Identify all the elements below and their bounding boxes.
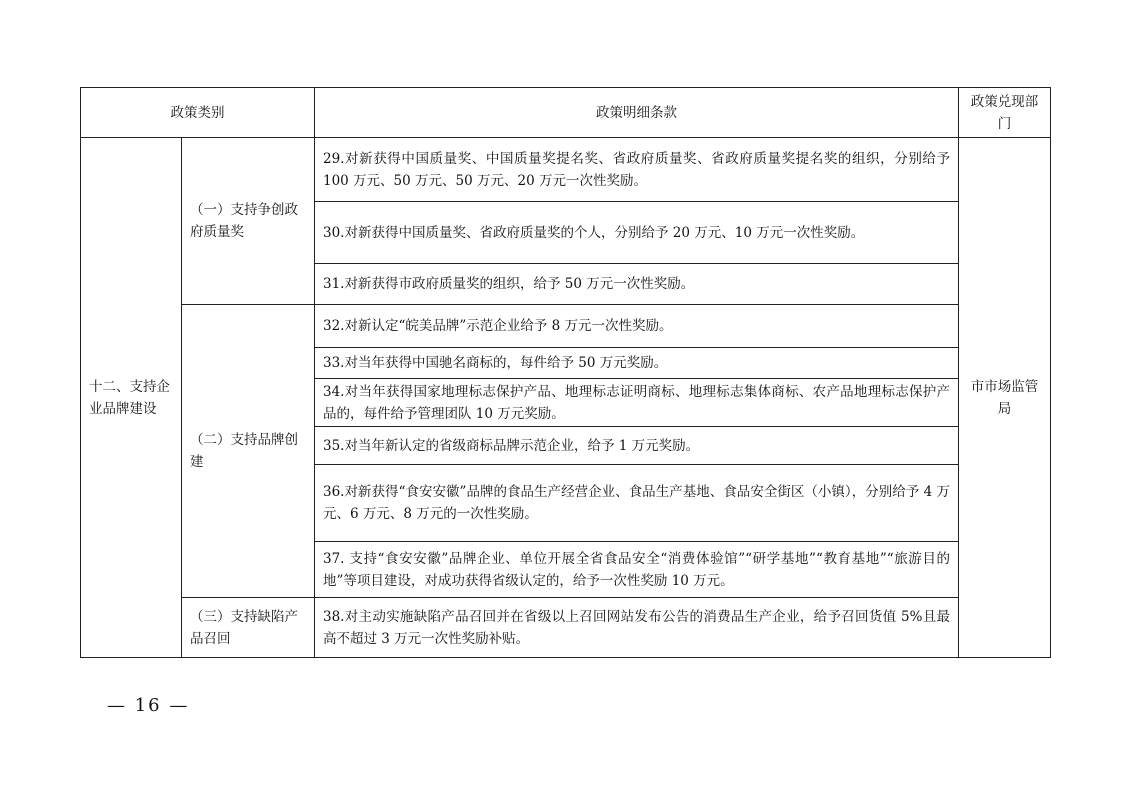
subcategory-defect-recall: （三）支持缺陷产品召回	[182, 598, 315, 658]
table-row	[81, 598, 1051, 658]
subcategory-brand-creation: （二）支持品牌创建	[182, 305, 315, 598]
table-row	[81, 305, 1051, 348]
subcategory-quality-award: （一）支持争创政府质量奖	[182, 138, 315, 305]
main-category: 十二、支持企业品牌建设	[81, 138, 182, 658]
policy-table	[80, 87, 1051, 658]
page-number: — 16 —	[107, 695, 190, 716]
clause-30: 30.对新获得中国质量奖、省政府质量奖的个人，分别给予 20 万元、10 万元一次性奖励。	[315, 202, 959, 264]
clause-31: 31.对新获得市政府质量奖的组织，给予 50 万元一次性奖励。	[315, 264, 959, 305]
table-row	[81, 138, 1051, 202]
clause-36: 36.对新获得“食安安徽”品牌的食品生产经营企业、食品生产基地、食品安全街区（小镇），分别给予 4 万元、6 万元、8 万元的一次性奖励。	[315, 465, 959, 542]
clause-32: 32.对新认定“皖美品牌”示范企业给予 8 万元一次性奖励。	[315, 305, 959, 348]
header-clause: 政策明细条款	[315, 88, 959, 138]
clause-33: 33.对当年获得中国驰名商标的，每件给予 50 万元奖励。	[315, 348, 959, 379]
clause-34: 34.对当年获得国家地理标志保护产品、地理标志证明商标、地理标志集体商标、农产品地理标志保护产品的，每件给予管理团队 10 万元奖励。	[315, 379, 959, 427]
clause-35: 35.对当年新认定的省级商标品牌示范企业，给予 1 万元奖励。	[315, 427, 959, 465]
clause-38: 38.对主动实施缺陷产品召回并在省级以上召回网站发布公告的消费品生产企业，给予召回货值 5%且最高不超过 3 万元一次性奖励补贴。	[315, 598, 959, 658]
clause-29: 29.对新获得中国质量奖、中国质量奖提名奖、省政府质量奖、省政府质量奖提名奖的组织，分别给予 100 万元、50 万元、50 万元、20 万元一次性奖励。	[315, 138, 959, 202]
clause-37: 37. 支持“食安安徽”品牌企业、单位开展全省食品安全“消费体验馆”“研学基地”“教育基地”“旅游目的地”等项目建设，对成功获得省级认定的，给予一次性奖励 10 万元。	[315, 542, 959, 598]
header-row	[81, 88, 1051, 138]
header-department: 政策兑现部门	[959, 88, 1051, 138]
header-category: 政策类别	[81, 88, 315, 138]
department: 市市场监管局	[959, 138, 1051, 658]
